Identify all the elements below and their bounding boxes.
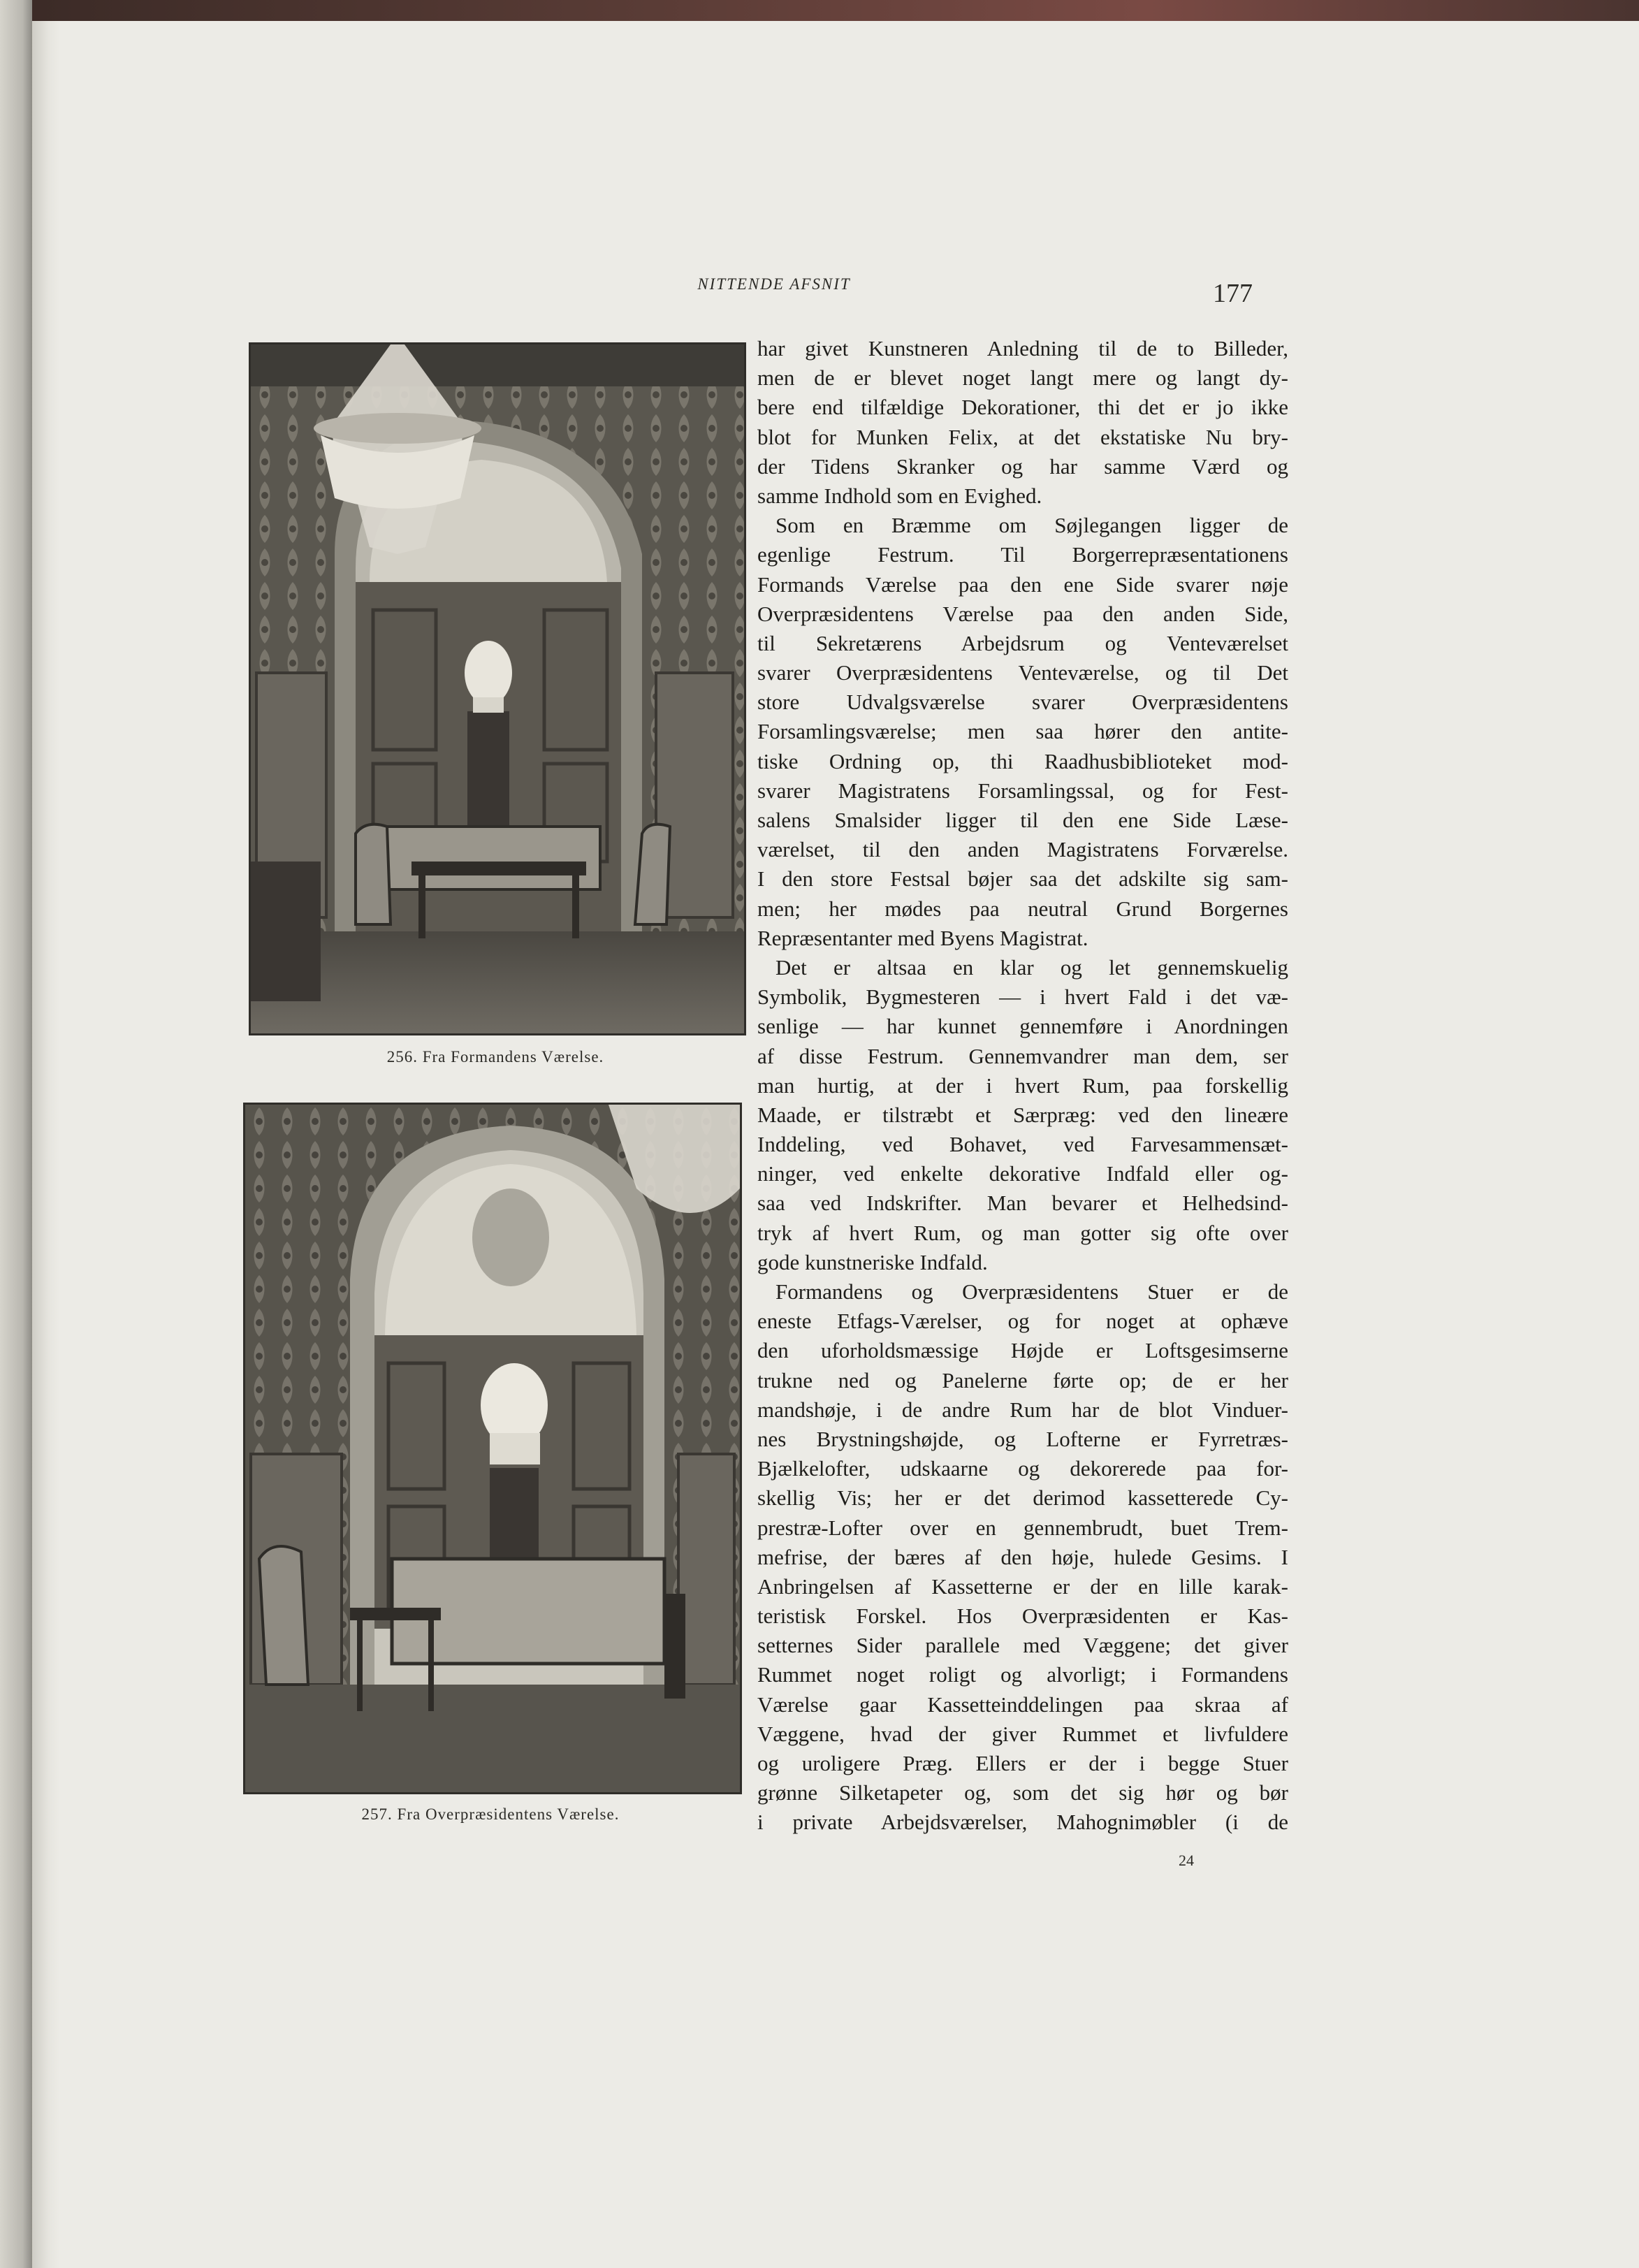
body-text-line: har givet Kunstneren Anledning til de to Billeder, bbox=[757, 336, 1288, 361]
body-text-line: og uroligere Præg. Ellers er der i begge Stuer bbox=[757, 1751, 1288, 1775]
body-text-line: Værelse gaar Kassetteinddelingen paa skraa af bbox=[757, 1692, 1288, 1717]
scan-top-edge bbox=[0, 0, 1639, 21]
photo-formandens-vaerelse bbox=[251, 344, 744, 1033]
photo-overpraesidentens-vaerelse bbox=[245, 1105, 740, 1792]
body-text-line: Som en Bræmme om Søjlegangen ligger de bbox=[775, 513, 1288, 538]
body-text-line: af disse Festrum. Gennemvandrer man dem, ser bbox=[757, 1043, 1288, 1068]
body-text-line: til Sekretærens Arbejdsrum og Venteværelset bbox=[757, 630, 1288, 655]
body-text-line: setternes Sider parallele med Væggene; det giver bbox=[757, 1633, 1288, 1658]
body-text-line: eneste Etfags-Værelser, og for noget at ophæve bbox=[757, 1309, 1288, 1334]
figure-256-photo bbox=[249, 342, 746, 1035]
body-text-line: Maade, er tilstræbt et Særpræg: ved den lineære bbox=[757, 1102, 1288, 1127]
figure-257-caption: 257. Fra Overpræsidentens Værelse. bbox=[361, 1805, 620, 1823]
signature-mark: 24 bbox=[1179, 1852, 1194, 1869]
gutter-shadow bbox=[32, 21, 60, 2268]
body-text-line: den uforholdsmæssige Højde er Loftsgesimserne bbox=[757, 1338, 1288, 1363]
body-text-line: Bjælkelofter, udskaarne og dekorerede paa for- bbox=[757, 1456, 1288, 1481]
body-text-line: Forsamlingsværelse; men saa hører den antite- bbox=[757, 719, 1288, 744]
body-text-line: svarer Overpræsidentens Venteværelse, og til Det bbox=[757, 660, 1288, 685]
body-text-line: senlige — har kunnet gennemføre i Anordningen bbox=[757, 1014, 1288, 1039]
body-text-line: I den store Festsal bøjer saa det adskilte sig sam- bbox=[757, 866, 1288, 892]
body-text-line: men; her mødes paa neutral Grund Borgernes bbox=[757, 896, 1288, 921]
body-text-line: mefrise, der bæres af den høje, hulede Gesims. I bbox=[757, 1544, 1288, 1569]
body-text-line: Rummet noget roligt og alvorligt; i Formandens bbox=[757, 1662, 1288, 1687]
body-text-line: trukne ned og Panelerne førte op; de er her bbox=[757, 1367, 1288, 1393]
body-text-line: ninger, ved enkelte dekorative Indfald eller og- bbox=[757, 1161, 1288, 1186]
body-text-line: teristisk Forskel. Hos Overpræsidenten er Kas- bbox=[757, 1604, 1288, 1629]
running-head: NITTENDE AFSNIT bbox=[697, 275, 851, 293]
book-spine-edge bbox=[0, 0, 32, 2268]
body-text-line: grønne Silketapeter og, som det sig hør og bør bbox=[757, 1780, 1288, 1805]
body-text-line: egenlige Festrum. Til Borgerrepræsentationens bbox=[757, 542, 1288, 567]
body-text-line: Repræsentanter med Byens Magistrat. bbox=[757, 925, 1088, 950]
body-text-line: salens Smalsider ligger til den ene Side Læse- bbox=[757, 808, 1288, 832]
body-text-line: samme Indhold som en Evighed. bbox=[757, 483, 1042, 508]
body-text-line: værelset, til den anden Magistratens Forværelse. bbox=[757, 837, 1288, 862]
figure-257-photo bbox=[243, 1103, 742, 1794]
body-text-line: Inddeling, ved Bohavet, ved Farvesammensæt- bbox=[757, 1132, 1288, 1157]
body-text-line: man hurtig, at der i hvert Rum, paa forskellig bbox=[757, 1073, 1288, 1098]
body-text-line: svarer Magistratens Forsamlingssal, og for Fest- bbox=[757, 778, 1288, 803]
body-text-line: Formandens og Overpræsidentens Stuer er de bbox=[775, 1279, 1288, 1304]
body-text-line: der Tidens Skranker og har samme Værd og bbox=[757, 453, 1288, 479]
body-text-line: men de er blevet noget langt mere og langt dy- bbox=[757, 365, 1288, 391]
body-text-line: Anbringelsen af Kassetterne er der en lille karak- bbox=[757, 1573, 1288, 1599]
body-text-line: blot for Munken Felix, at det ekstatiske Nu bry- bbox=[757, 424, 1288, 449]
body-text-line: tiske Ordning op, thi Raadhusbiblioteket mod- bbox=[757, 748, 1288, 773]
body-text-line: skellig Vis; her er det derimod kassetterede Cy- bbox=[757, 1485, 1288, 1511]
body-text-line: bere end tilfældige Dekorationer, thi det er jo ikke bbox=[757, 395, 1288, 420]
body-text-line: Formands Værelse paa den ene Side svarer nøje bbox=[757, 572, 1288, 597]
body-text-line: nes Brystningshøjde, og Lofterne er Fyrretræs- bbox=[757, 1426, 1288, 1451]
body-text-line: Symbolik, Bygmesteren — i hvert Fald i det væ- bbox=[757, 984, 1288, 1010]
body-text-line: Det er altsaa en klar og let gennemskuelig bbox=[775, 954, 1288, 980]
body-text-line: saa ved Indskrifter. Man bevarer et Helhedsind- bbox=[757, 1191, 1288, 1216]
body-text-line: prestræ-Lofter over en gennembrudt, buet Trem- bbox=[757, 1515, 1288, 1540]
page-number: 177 bbox=[1213, 279, 1253, 308]
body-text-line: store Udvalgsværelse svarer Overpræsidentens bbox=[757, 690, 1288, 715]
body-text-line: Væggene, hvad der giver Rummet et livfuldere bbox=[757, 1721, 1288, 1746]
body-text-line: Overpræsidentens Værelse paa den anden Side, bbox=[757, 601, 1288, 626]
body-text-line: i private Arbejdsværelser, Mahognimøbler (i de bbox=[757, 1810, 1288, 1835]
figure-256-caption: 256. Fra Formandens Værelse. bbox=[386, 1048, 604, 1066]
body-text-line: tryk af hvert Rum, og man gotter sig ofte over bbox=[757, 1220, 1288, 1245]
body-text-column bbox=[757, 334, 1288, 1838]
body-text-line: gode kunstneriske Indfald. bbox=[757, 1249, 988, 1274]
body-text-line: mandshøje, i de andre Rum har de blot Vinduer- bbox=[757, 1397, 1288, 1422]
